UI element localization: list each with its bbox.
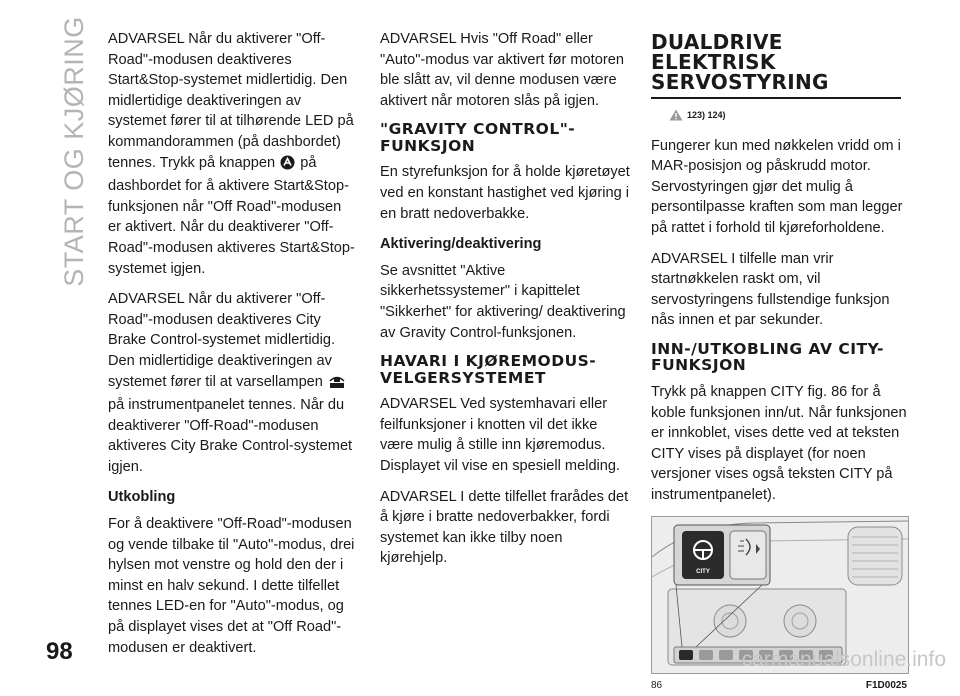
paragraph-mode-restart: ADVARSEL Hvis "Off Road" eller "Auto"-modus var aktivert før motoren ble slått av, vil denne modusen være aktivert når motoren slås på igjen. — [380, 29, 630, 111]
column-3 — [651, 29, 909, 696]
watermark: carmanualsonline.info — [742, 648, 946, 672]
paragraph-utkobling: For å deaktivere "Off-Road"-modusen og vende tilbake til "Auto"-modus, drei hylsen mot venstre og hold den der i minst en halv sekund. I dette tilfellet tennes LED-en for "Auto"-modus, og på displayet vises det at "Off Road"-modusen er deaktivert. — [108, 514, 356, 658]
paragraph-city-funksjon: Trykk på knappen CITY fig. 86 for å koble funksjonen inn/ut. Når funksjonen er innkoblet, vises dette ved at teksten CITY vises på displayet (for noen versjoner vises også teksten CITY på instrumentpanelet). — [651, 382, 909, 506]
column-1 — [108, 29, 356, 668]
warning-triangle-icon — [669, 109, 683, 121]
heading-city-funksjon: INN-/UTKOBLING AV CITY-FUNKSJON — [651, 341, 909, 374]
paragraph-havari-1: ADVARSEL Ved systemhavari eller feilfunksjoner i knotten vil det ikke være mulig å stille inn kjøremodus. Displayet vil vise en spesiell melding. — [380, 394, 630, 476]
city-brake-off-icon — [328, 374, 346, 396]
column-2 — [380, 29, 630, 579]
figure-number: 86 — [651, 676, 662, 696]
paragraph-offroad-citybrake: ADVARSEL Når du aktiverer "Off-Road"-modusen deaktiveres City Brake Control-systemet midlertidig. Den midlertidige deaktiveringen av systemet fører til at varsellampen på instrumentpanelet tennes. Når du deaktiverer "Off-Road"-modusen aktiveres City Brake Control-systemet igjen. — [108, 289, 356, 477]
paragraph-havari-2: ADVARSEL I dette tilfellet frarådes det å kjøre i bratte nedoverbakker, fordi systemet kan ikke tilby noen kjørehjelp. — [380, 487, 630, 569]
page-number: 98 — [46, 638, 73, 666]
figure-code: F1D0025 — [866, 676, 907, 696]
paragraph-startnokkel: ADVARSEL I tilfelle man vrir startnøkkelen raskt om, vil servostyringens fullstendige funksjon nås innen et par sekunder. — [651, 249, 909, 331]
title-rule — [651, 97, 901, 99]
section-side-label: START OG KJØRING — [56, 36, 92, 266]
paragraph-offroad-startstop: ADVARSEL Når du aktiverer "Off-Road"-modusen deaktiveres Start&Stop-systemet midlertidig. Den midlertidige deaktiveringen av systemet fører til at tilhørende LED på kommandorammen (på dashbordet) tennes. Trykk på knappen på dashbordet for å aktivere Start&Stop-funksjonen når "Off Road"-modusen er aktivert. Når du deaktiverer "Off-Road"-modusen aktiveres Start&Stop-systemet igjen. — [108, 29, 356, 279]
figure-caption — [651, 676, 907, 696]
paragraph-servostyring: Fungerer kun med nøkkelen vridd om i MAR-posisjon og påskrudd motor. Servostyringen gjør det mulig å persontilpasse kraften som man legger på rattet i forhold til kjøreforholdene. — [651, 136, 909, 239]
heading-dualdrive: DUALDRIVE ELEKTRISK SERVOSTYRING — [651, 32, 909, 92]
paragraph-aktivering: Se avsnittet "Aktive sikkerhetssystemer" i kapittelet "Sikkerhet" for aktivering/ deaktivering av Gravity Control-funksjonen. — [380, 261, 630, 343]
paragraph-gravity-control: En styrefunksjon for å holde kjøretøyet ved en konstant hastighet ved kjøring i en bratt nedoverbakke. — [380, 162, 630, 224]
reference-line: 123) 124) — [669, 105, 909, 126]
heading-gravity-control: "GRAVITY CONTROL"-FUNKSJON — [380, 121, 630, 154]
heading-utkobling: Utkobling — [108, 487, 356, 508]
start-stop-a-off-icon — [280, 155, 295, 177]
city-button-label: CITY — [696, 569, 710, 575]
heading-havari: HAVARI I KJØREMODUS-VELGERSYSTEMET — [380, 353, 630, 386]
heading-aktivering: Aktivering/deaktivering — [380, 234, 630, 255]
